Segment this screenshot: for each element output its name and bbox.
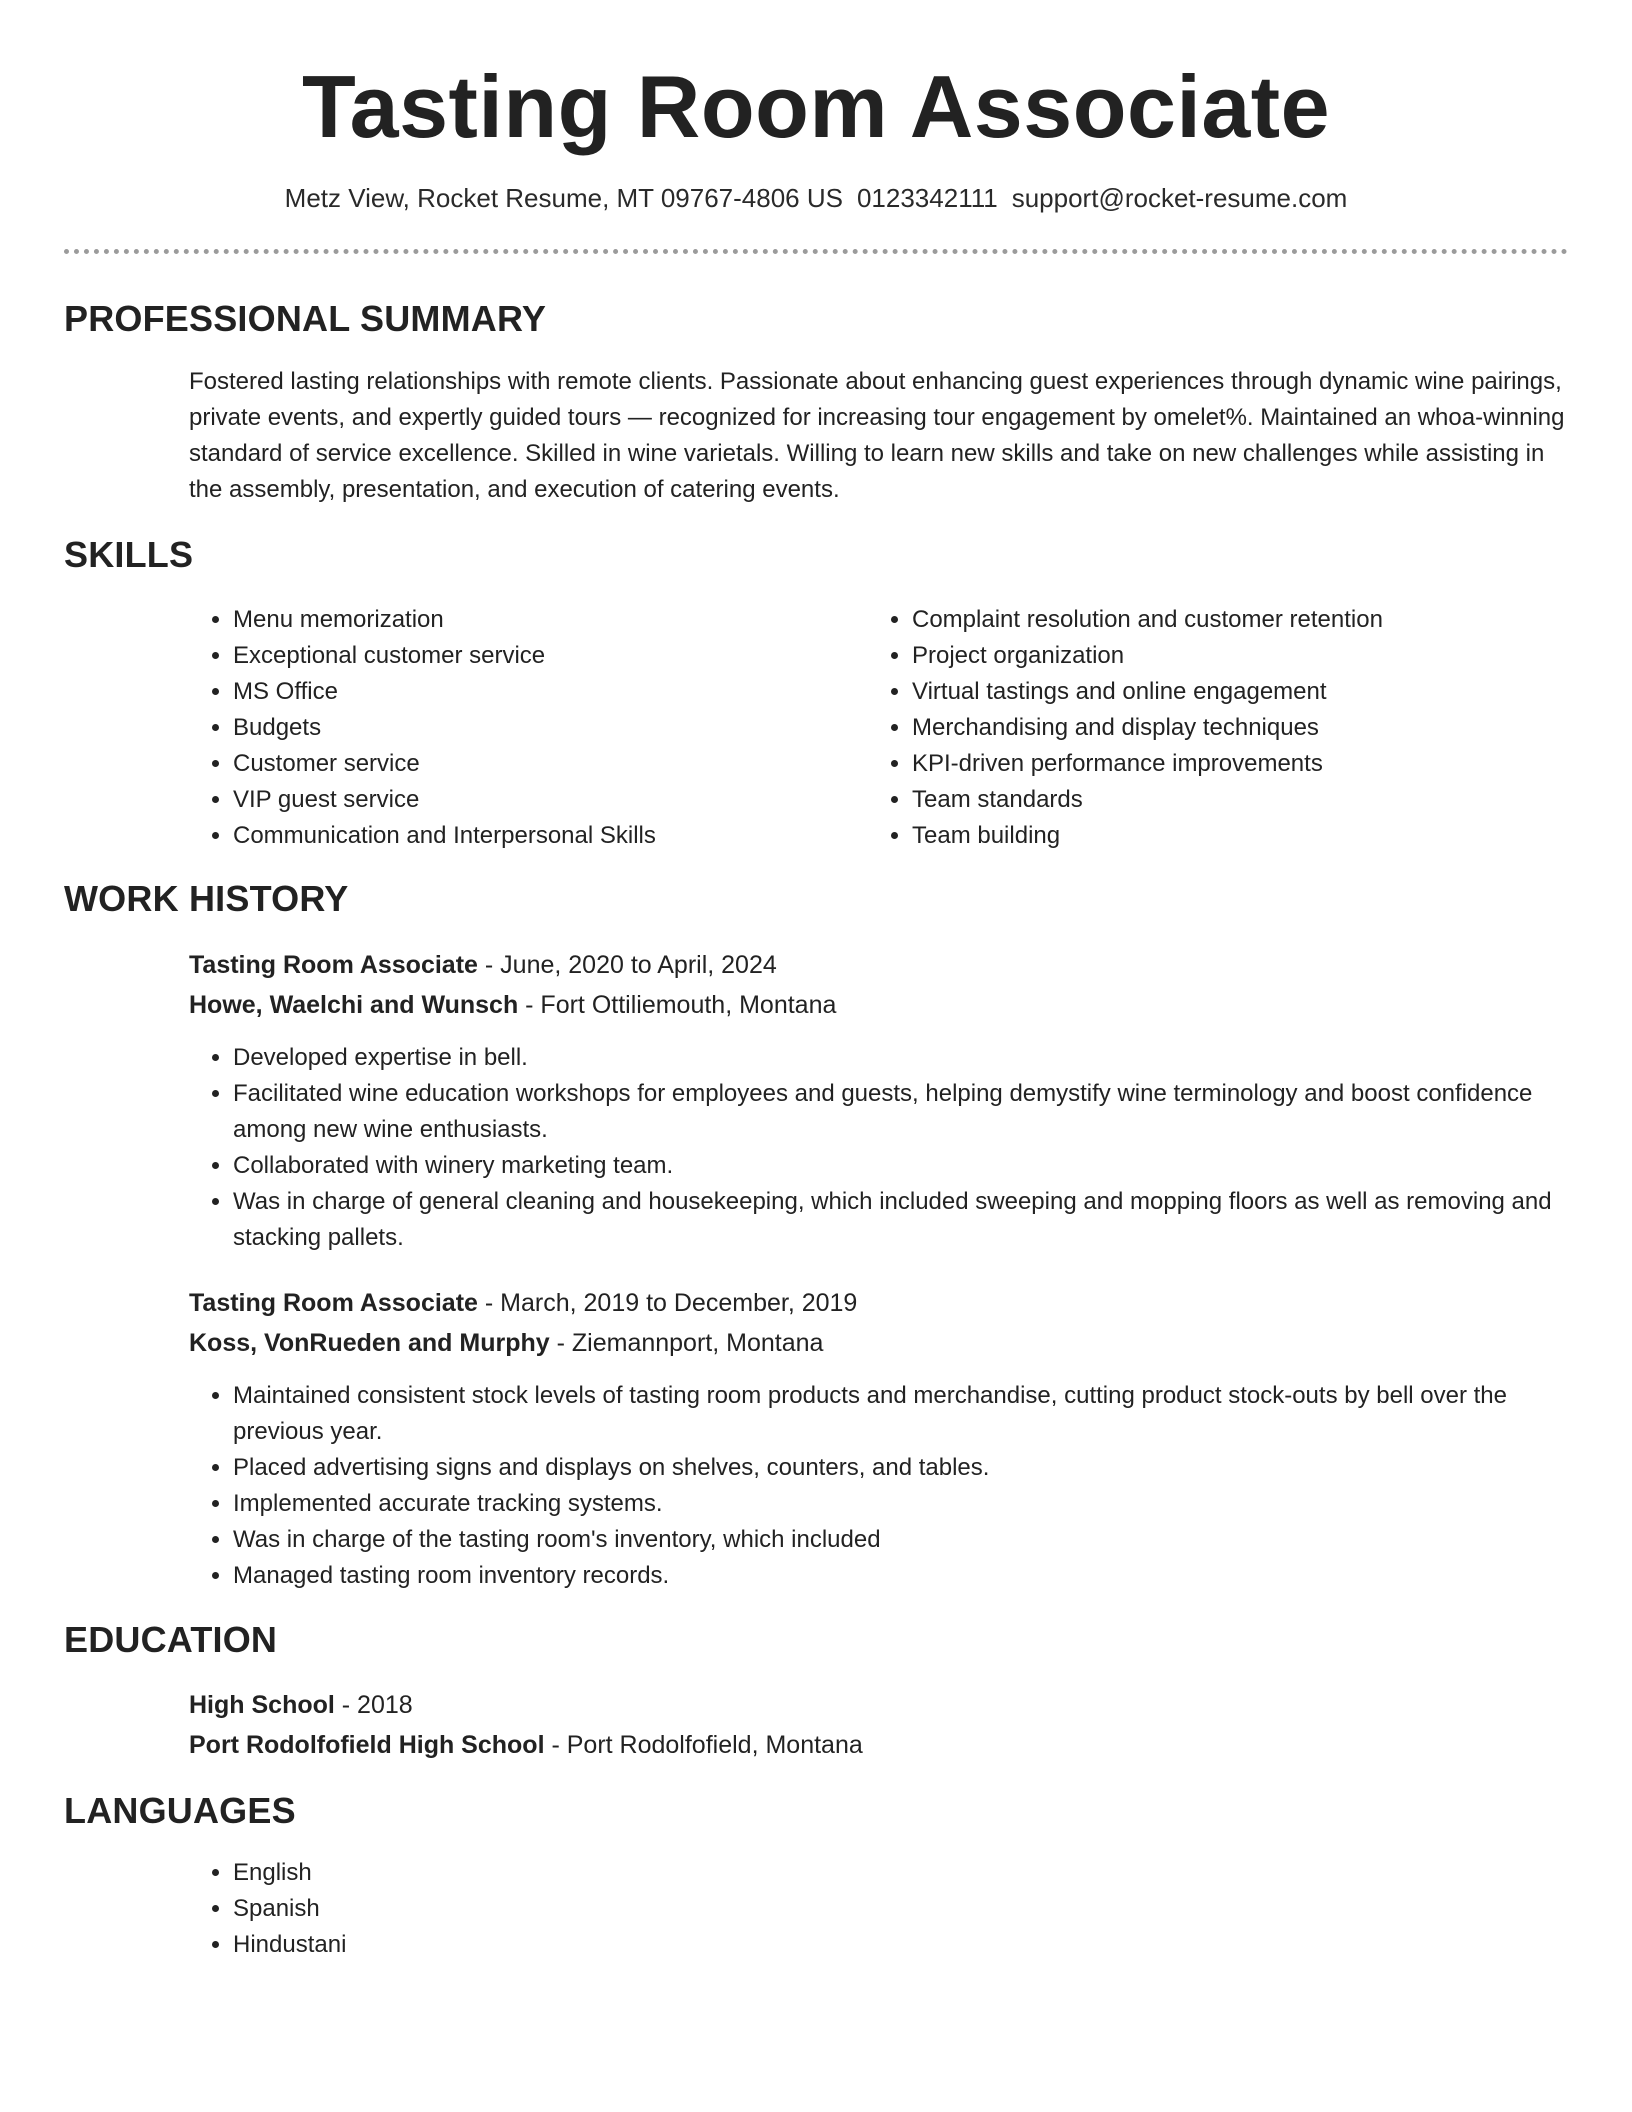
skill-item: • KPI-driven performance improvements: [912, 746, 1568, 782]
language-item: • Spanish: [233, 1891, 1569, 1927]
skill-item: • Exceptional customer service: [233, 638, 829, 674]
job-bullets: [189, 1378, 1569, 1594]
education-location: - Port Rodolfofield, Montana: [544, 1731, 863, 1759]
skill-item: • VIP guest service: [233, 782, 829, 818]
education-school-line: [189, 1725, 863, 1765]
job-title: Tasting Room Associate: [189, 951, 478, 979]
summary-text: Fostered lasting relationships with remote clients. Passionate about enhancing guest experiences through dynamic wine pairings, private events, and expertly guided tours — recognized for increasing tour engagement by omelet%. Maintained an whoa-winning standard of service excellence. Skilled in wine varietals. Willing to learn new skills and take on new challenges while assisting in the assembly, presentation, and execution of catering events.: [189, 368, 1565, 503]
job-company-line: [189, 1323, 823, 1363]
skill-item: • Team standards: [912, 782, 1568, 818]
job-location: - Ziemannport, Montana: [549, 1329, 824, 1357]
work-history-heading: WORK HISTORY: [64, 878, 349, 919]
education-degree-line: [189, 1685, 413, 1725]
skill-item: • Virtual tastings and online engagement: [912, 674, 1568, 710]
skills-list-left: [189, 602, 829, 854]
header-divider: [64, 249, 1568, 254]
job-bullet: • Developed expertise in bell.: [233, 1040, 1569, 1076]
skills-heading: SKILLS: [64, 534, 194, 575]
language-item: • Hindustani: [233, 1927, 1569, 1963]
skill-item: • Merchandising and display techniques: [912, 710, 1568, 746]
contact-email[interactable]: support@rocket-resume.com: [1011, 183, 1348, 213]
job-title-line: [189, 945, 777, 985]
contact-address: Metz View, Rocket Resume, MT 09767-4806 US: [284, 183, 843, 213]
job-title: Tasting Room Associate: [189, 1289, 478, 1317]
contact-phone: 0123342111: [856, 183, 998, 213]
language-item: • English: [233, 1855, 1569, 1891]
skill-item: • Complaint resolution and customer retention: [912, 602, 1568, 638]
job-bullet-list: [189, 1040, 1569, 1256]
skill-item: • Budgets: [233, 710, 829, 746]
languages-list-wrap: [189, 1855, 1569, 1963]
skill-item: • Customer service: [233, 746, 829, 782]
contact-line: [0, 178, 1632, 218]
skills-column-right: [868, 602, 1568, 854]
resume-title: Tasting Room Associate: [301, 57, 1331, 156]
skill-item: • MS Office: [233, 674, 829, 710]
summary-heading: PROFESSIONAL SUMMARY: [64, 298, 547, 339]
job-bullet: • Facilitated wine education workshops for employees and guests, helping demystify wine terminology and boost confidence among new wine enthusiasts.: [233, 1076, 1569, 1148]
education-year: - 2018: [334, 1691, 413, 1719]
job-bullet: • Managed tasting room inventory records.: [233, 1558, 1569, 1594]
education-school: Port Rodolfofield High School: [189, 1731, 545, 1759]
skill-item: • Project organization: [912, 638, 1568, 674]
job-company: Koss, VonRueden and Murphy: [189, 1329, 550, 1357]
job-dates: - June, 2020 to April, 2024: [477, 951, 777, 979]
skill-item: • Menu memorization: [233, 602, 829, 638]
education-degree: High School: [189, 1691, 335, 1719]
job-bullet: • Placed advertising signs and displays on shelves, counters, and tables.: [233, 1450, 1569, 1486]
job-bullet-list: [189, 1378, 1569, 1594]
skills-list-right: [868, 602, 1568, 854]
skill-item: • Communication and Interpersonal Skills: [233, 818, 829, 854]
job-company-line: [189, 985, 836, 1025]
job-company: Howe, Waelchi and Wunsch: [189, 991, 519, 1019]
education-heading: EDUCATION: [64, 1619, 278, 1660]
languages-list: [189, 1855, 1569, 1963]
job-bullets: [189, 1040, 1569, 1256]
job-bullet: • Maintained consistent stock levels of tasting room products and merchandise, cutting product stock-outs by bell over the previous year.: [233, 1378, 1569, 1450]
job-dates: - March, 2019 to December, 2019: [477, 1289, 858, 1317]
job-location: - Fort Ottiliemouth, Montana: [518, 991, 837, 1019]
languages-heading: LANGUAGES: [64, 1790, 296, 1831]
skill-item: • Team building: [912, 818, 1568, 854]
job-bullet: • Was in charge of general cleaning and housekeeping, which included sweeping and mopping floors as well as removing and stacking pallets.: [233, 1184, 1569, 1256]
skills-column-left: [189, 602, 829, 854]
job-bullet: • Was in charge of the tasting room's inventory, which included: [233, 1522, 1569, 1558]
job-bullet: • Collaborated with winery marketing team.: [233, 1148, 1569, 1184]
job-title-line: [189, 1283, 857, 1323]
job-bullet: • Implemented accurate tracking systems.: [233, 1486, 1569, 1522]
